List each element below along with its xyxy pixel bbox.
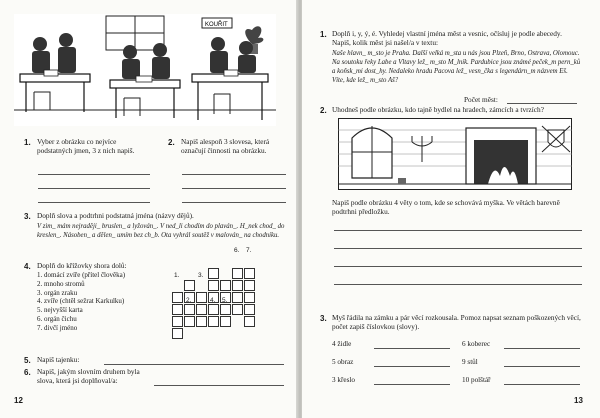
damaged-item-label (332, 340, 351, 348)
ex4-title: Doplň do křížovky shora dolů: (37, 261, 127, 270)
ex4-clue-list (37, 271, 167, 333)
damaged-item-count: 4 (332, 340, 336, 348)
crossword-number-label: 1. (174, 272, 180, 280)
ex6-number: 6. (24, 368, 31, 377)
damaged-item-count: 3 (332, 376, 336, 384)
r-ex3-number: 3. (320, 314, 327, 323)
ex1-answer-line-1[interactable] (38, 174, 150, 175)
ex3-number: 3. (24, 212, 31, 221)
crossword-number-label: 6. (234, 247, 240, 254)
ex1-instruction: Vyber z obrázku co nejvíce podstatných jmen, 3 z nich napiš. (37, 137, 135, 156)
crossword-cell[interactable] (208, 280, 219, 291)
ex1-answer-line-2[interactable] (38, 188, 150, 189)
crossword-cell[interactable] (232, 268, 243, 279)
crossword-cell[interactable] (196, 316, 207, 327)
crossword-cell[interactable] (172, 328, 183, 339)
ex3-title: Doplň slova a podtrhni podstatná jména (názvy dějů). (37, 211, 194, 220)
right-page (302, 0, 600, 418)
damaged-item-label (462, 358, 478, 366)
r-ex1-count-line[interactable] (507, 103, 577, 104)
crossword-cell[interactable] (220, 316, 231, 327)
crossword-cell[interactable] (232, 304, 243, 315)
crossword-cell[interactable] (220, 304, 231, 315)
r-ex2-line-1[interactable] (334, 230, 582, 231)
damaged-item-label (462, 376, 491, 384)
crossword-clue: 5. nejvyšší karta (37, 306, 83, 315)
r-ex1-number: 1. (320, 30, 327, 39)
page-number-right: 13 (574, 396, 583, 405)
left-page (0, 0, 298, 418)
crossword-cell[interactable] (232, 292, 243, 303)
ex5-answer-line[interactable] (104, 364, 284, 365)
crossword-cell[interactable] (244, 280, 255, 291)
crossword-clue: 3. orgán zraku (37, 288, 78, 297)
ex5-instruction: Napiš tajenku: (37, 355, 80, 364)
crossword-cell[interactable] (244, 316, 255, 327)
damaged-item-word: polštář (470, 376, 491, 384)
ex5-number: 5. (24, 356, 31, 365)
ex1-answer-line-3[interactable] (38, 202, 150, 203)
crossword-cell[interactable] (172, 292, 183, 303)
crossword-number-label: 7. (246, 247, 252, 254)
crossword-cell[interactable] (244, 304, 255, 315)
crossword-number-label: 3. (198, 272, 204, 280)
r-ex2-line-4[interactable] (334, 284, 582, 285)
damaged-item-answer-line[interactable] (374, 384, 450, 385)
r-ex1-count-label: Počet měst: (464, 95, 498, 104)
r-ex1-title: Doplň i, y, ý, é. Vyhledej vlastní jména měst a vesnic, očísluj je podle abecedy. Napiš, kolik měst jsi našel/a v textu: (332, 29, 562, 48)
crossword-cell[interactable] (232, 280, 243, 291)
r-ex2-title: Uhodneš podle obrázku, kdo tajně bydlel na hradech, zámcích a tvrzích? (332, 105, 544, 114)
damaged-item-count: 6 (462, 340, 466, 348)
damaged-item-word: židle (337, 340, 352, 348)
damaged-item-count: 5 (332, 358, 336, 366)
ex1-number: 1. (24, 138, 31, 147)
crossword-cell[interactable] (172, 316, 183, 327)
damaged-item-label (332, 358, 353, 366)
ex2-instruction: Napiš alespoň 3 slovesa, která označují činnosti na obrázku. (181, 137, 270, 156)
ex2-answer-line-2[interactable] (182, 188, 286, 189)
ex6-instruction: Napiš, jakým slovním druhem byla slova, která jsi doplňoval/a: (37, 367, 140, 386)
damaged-item-count: 10 (462, 376, 470, 384)
damaged-item-answer-line[interactable] (504, 384, 580, 385)
crossword-clue: 7. divčí jméno (37, 323, 78, 332)
damaged-item-answer-line[interactable] (374, 348, 450, 349)
crossword-number-label: 2. (186, 297, 192, 305)
crossword-cell[interactable] (184, 280, 195, 291)
damaged-item-word: křeslo (337, 376, 355, 384)
ex2-answer-line-3[interactable] (182, 202, 286, 203)
crossword-clue: 1. domácí zvíře (přítel člověka) (37, 271, 126, 279)
crossword-cell[interactable] (220, 280, 231, 291)
crossword-grid (166, 247, 276, 346)
crossword-cell[interactable] (196, 304, 207, 315)
damaged-item-label (332, 376, 355, 384)
r-ex2-number: 2. (320, 106, 327, 115)
crossword-cell[interactable] (196, 292, 207, 303)
classroom-illustration (14, 14, 276, 126)
ex4-number: 4. (24, 262, 31, 271)
r-ex3-title: Myš řádila na zámku a pár věcí rozkousala. Pomoz napsat seznam poškozených věcí, počet zapiš číslovkou (slovy). (332, 313, 581, 332)
damaged-item-label (462, 340, 490, 348)
crossword-clue: 6. orgán čichu (37, 314, 77, 323)
crossword-number-label: 5. (222, 297, 228, 305)
r-ex1-text: Naše hlavn_ m_sto je Praha. Další velká m_sta u nás jsou Plzeň, Brno, Ostrava, Olomouc. Na soutoku řeky Labe a Vltavy lež_ m_sto M_lník. Pardubice jsou známé peček_m pern_ků a koňsk_mi dost_hy. Nedaleko hradu Pacova lež_ vesn_čka s legendárn_m názvem Eš. Víte, kde lež_ m_sto Aš? (332, 50, 581, 84)
crossword-cell[interactable] (184, 316, 195, 327)
r-ex2-line-2[interactable] (334, 248, 582, 249)
ex3-text: V zim_ mám nejraději_ bruslen_ a lyžován_. V ned_li chodím do plaván_. H_nek chod_ do kreslen_. Násoben_ a dělen_ umím bez ch_b. Ota vyhrál soutěž v malován_ na chodníku. (37, 223, 285, 239)
crossword-number-label: 4. (210, 297, 216, 305)
crossword-clue: 2. mnoho stromů (37, 279, 85, 288)
crossword-cell[interactable] (208, 268, 219, 279)
r-ex2-text: Napiš podle obrázku 4 věty o tom, kde se schovává myška. Ve větách barevně podtrhni předložku. (332, 198, 560, 217)
damaged-item-answer-line[interactable] (504, 366, 580, 367)
damaged-item-count: 9 (462, 358, 466, 366)
damaged-item-word: stůl (467, 358, 478, 366)
crossword-cell[interactable] (208, 316, 219, 327)
r-ex2-line-3[interactable] (334, 266, 582, 267)
no-smoking-sign: KOUŘIT (205, 22, 228, 28)
crossword-cell[interactable] (208, 304, 219, 315)
crossword-cell[interactable] (172, 304, 183, 315)
crossword-clue: 4. zvíře (chtěl sežrat Karkulku) (37, 297, 125, 306)
page-number-left: 12 (14, 396, 23, 405)
crossword-cell[interactable] (244, 268, 255, 279)
crossword-cell[interactable] (244, 292, 255, 303)
damaged-item-answer-line[interactable] (374, 366, 450, 367)
damaged-item-answer-line[interactable] (504, 348, 580, 349)
crossword-cell[interactable] (184, 304, 195, 315)
ex2-answer-line-1[interactable] (182, 174, 286, 175)
ex2-number: 2. (168, 138, 175, 147)
damaged-item-word: koberec (467, 340, 491, 348)
castle-room-illustration (338, 118, 572, 190)
ex6-answer-line[interactable] (154, 385, 284, 386)
damaged-item-word: obraz (337, 358, 354, 366)
